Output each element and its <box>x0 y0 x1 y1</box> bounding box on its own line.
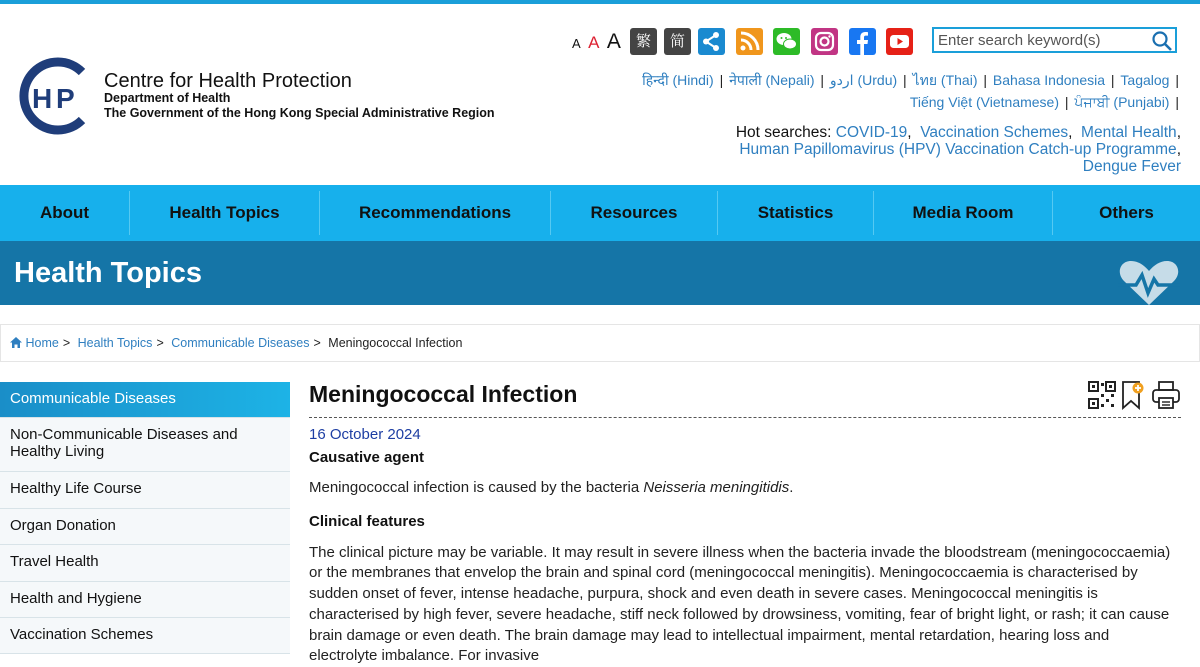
search-input[interactable] <box>934 29 1144 51</box>
sidebar-item-vaccination-schemes[interactable]: Vaccination Schemes <box>0 618 290 654</box>
bookmark-add-icon[interactable] <box>1117 380 1147 410</box>
search-icon[interactable] <box>1151 30 1173 52</box>
breadcrumb-communicable-diseases[interactable]: Communicable Diseases <box>171 336 310 350</box>
heart-pulse-icon <box>1114 259 1184 305</box>
hot-search-link[interactable]: Mental Health <box>1081 124 1177 141</box>
chp-logo-icon <box>20 58 96 134</box>
hot-search-link[interactable]: COVID-19 <box>835 124 908 141</box>
qr-code-icon[interactable] <box>1087 380 1117 410</box>
traditional-chinese-button[interactable]: 繁 <box>630 28 657 55</box>
banner-title: Health Topics <box>14 257 202 289</box>
language-row-1: हिन्दी (Hindi) | नेपाली (Nepali) | اردو (Urdu) | ไทย (Thai) | Bahasa Indonesia | Tagalog | <box>642 72 1179 88</box>
font-small-button[interactable]: A <box>572 36 581 51</box>
lang-punjabi[interactable]: ਪੰਜਾਬੀ (Punjabi) <box>1074 94 1170 110</box>
home-icon <box>10 337 22 348</box>
sidebar-item-health-hygiene[interactable]: Health and Hygiene <box>0 582 290 618</box>
font-medium-button[interactable]: A <box>588 33 600 52</box>
search-box <box>932 27 1177 53</box>
language-links <box>621 69 1181 113</box>
svg-text:H: H <box>32 83 53 114</box>
org-department: Department of Health <box>104 91 231 105</box>
lang-hindi[interactable]: हिन्दी (Hindi) <box>642 72 714 88</box>
youtube-icon[interactable] <box>886 28 913 55</box>
breadcrumb-home[interactable]: Home <box>25 336 59 350</box>
site-logo[interactable] <box>20 58 520 138</box>
wechat-icon[interactable] <box>773 28 800 55</box>
nav-media-room[interactable]: Media Room <box>912 203 1014 222</box>
text-segment: Meningococcal infection is caused by the bacteria <box>309 479 644 496</box>
print-icon[interactable] <box>1151 380 1181 410</box>
sidebar-item-travel-health[interactable]: Travel Health <box>0 545 290 582</box>
org-government: The Government of the Hong Kong Special Administrative Region <box>104 106 495 120</box>
hot-searches-label: Hot searches: <box>735 124 832 141</box>
language-row-2: Tiếng Việt (Vietnamese) | ਪੰਜਾਬੀ (Punjabi) | <box>909 94 1179 110</box>
rss-icon[interactable] <box>736 28 763 55</box>
lang-urdu[interactable]: اردو (Urdu) <box>829 72 898 88</box>
sidebar-item-healthy-life-course[interactable]: Healthy Life Course <box>0 472 290 509</box>
sidebar <box>0 382 290 654</box>
hot-search-link[interactable]: Human Papillomavirus (HPV) Vaccination Catch-up Programme <box>739 141 1177 158</box>
section-heading-clinical-features: Clinical features <box>309 512 425 530</box>
facebook-icon[interactable] <box>849 28 876 55</box>
sidebar-item-non-communicable-diseases[interactable]: Non-Communicable Diseases and Healthy Living <box>0 418 290 472</box>
lang-thai[interactable]: ไทย (Thai) <box>912 72 978 88</box>
section-heading-causative-agent: Causative agent <box>309 449 425 466</box>
nav-resources[interactable]: Resources <box>590 203 678 222</box>
nav-others[interactable]: Others <box>1099 203 1154 222</box>
nav-statistics[interactable]: Statistics <box>757 203 834 222</box>
nav-health-topics[interactable]: Health Topics <box>169 203 280 222</box>
nav-recommendations[interactable]: Recommendations <box>358 203 512 222</box>
share-icon[interactable] <box>698 28 725 55</box>
hot-search-link[interactable]: Vaccination Schemes <box>920 124 1069 141</box>
hot-searches: Hot searches: COVID-19, Vaccination Schemes, Mental Health, Human Papillomavirus (HPV) Vaccination Catch-up Programme, Dengue Fever <box>735 124 1181 175</box>
breadcrumb: Home > Health Topics > Communicable Diseases > Meningococcal Infection <box>0 324 1200 362</box>
hot-search-link[interactable]: Dengue Fever <box>1082 158 1181 175</box>
page-title <box>309 378 1181 418</box>
article-date: 16 October 2024 <box>309 426 421 443</box>
simplified-chinese-button[interactable]: 简 <box>664 28 691 55</box>
page-title-text: Meningococcal Infection <box>309 381 578 407</box>
breadcrumb-health-topics[interactable]: Health Topics <box>77 336 153 350</box>
lang-nepali[interactable]: नेपाली (Nepali) <box>729 72 815 88</box>
article <box>309 378 1181 667</box>
breadcrumb-current: Meningococcal Infection <box>328 336 463 350</box>
svg-text:P: P <box>56 83 75 114</box>
section-text-clinical-features: The clinical picture may be variable. It may result in severe illness when the bacteria invade the bloodstream (meningococcaemia) or the membranes that envelop the brain and spinal cord (meningococcal meningitis). Meningococcaemia is characterised by sudden onset of fever, intense headache, purpura, shock and even death in severe cases. Meningococcal meningitis is characterised by high fever, severe headache, stiff neck followed by drowsiness, vomiting, fear of bright light, or rash; it can cause brain damage or even death. The brain damage may lead to intellectual impairment, mental retardation, hearing loss and electrolyte imbalance. For invasive <box>309 543 1171 665</box>
bacteria-name: Neisseria meningitidis <box>643 479 790 496</box>
main-nav <box>0 185 1200 241</box>
text-segment: . <box>789 479 794 496</box>
font-large-button[interactable]: A <box>606 30 621 53</box>
sidebar-item-organ-donation[interactable]: Organ Donation <box>0 509 290 545</box>
instagram-icon[interactable] <box>811 28 838 55</box>
lang-vietnamese[interactable]: Tiếng Việt (Vietnamese) <box>909 94 1059 110</box>
nav-about[interactable]: About <box>39 203 90 222</box>
font-size-controls <box>572 30 624 54</box>
section-banner <box>0 241 1200 305</box>
lang-tagalog[interactable]: Tagalog <box>1120 72 1170 88</box>
section-text-causative-agent <box>309 478 1181 499</box>
lang-indonesian[interactable]: Bahasa Indonesia <box>992 72 1105 88</box>
sidebar-item-communicable-diseases[interactable]: Communicable Diseases <box>0 382 290 418</box>
org-name: Centre for Health Protection <box>104 70 352 92</box>
top-accent-bar <box>0 0 1200 4</box>
